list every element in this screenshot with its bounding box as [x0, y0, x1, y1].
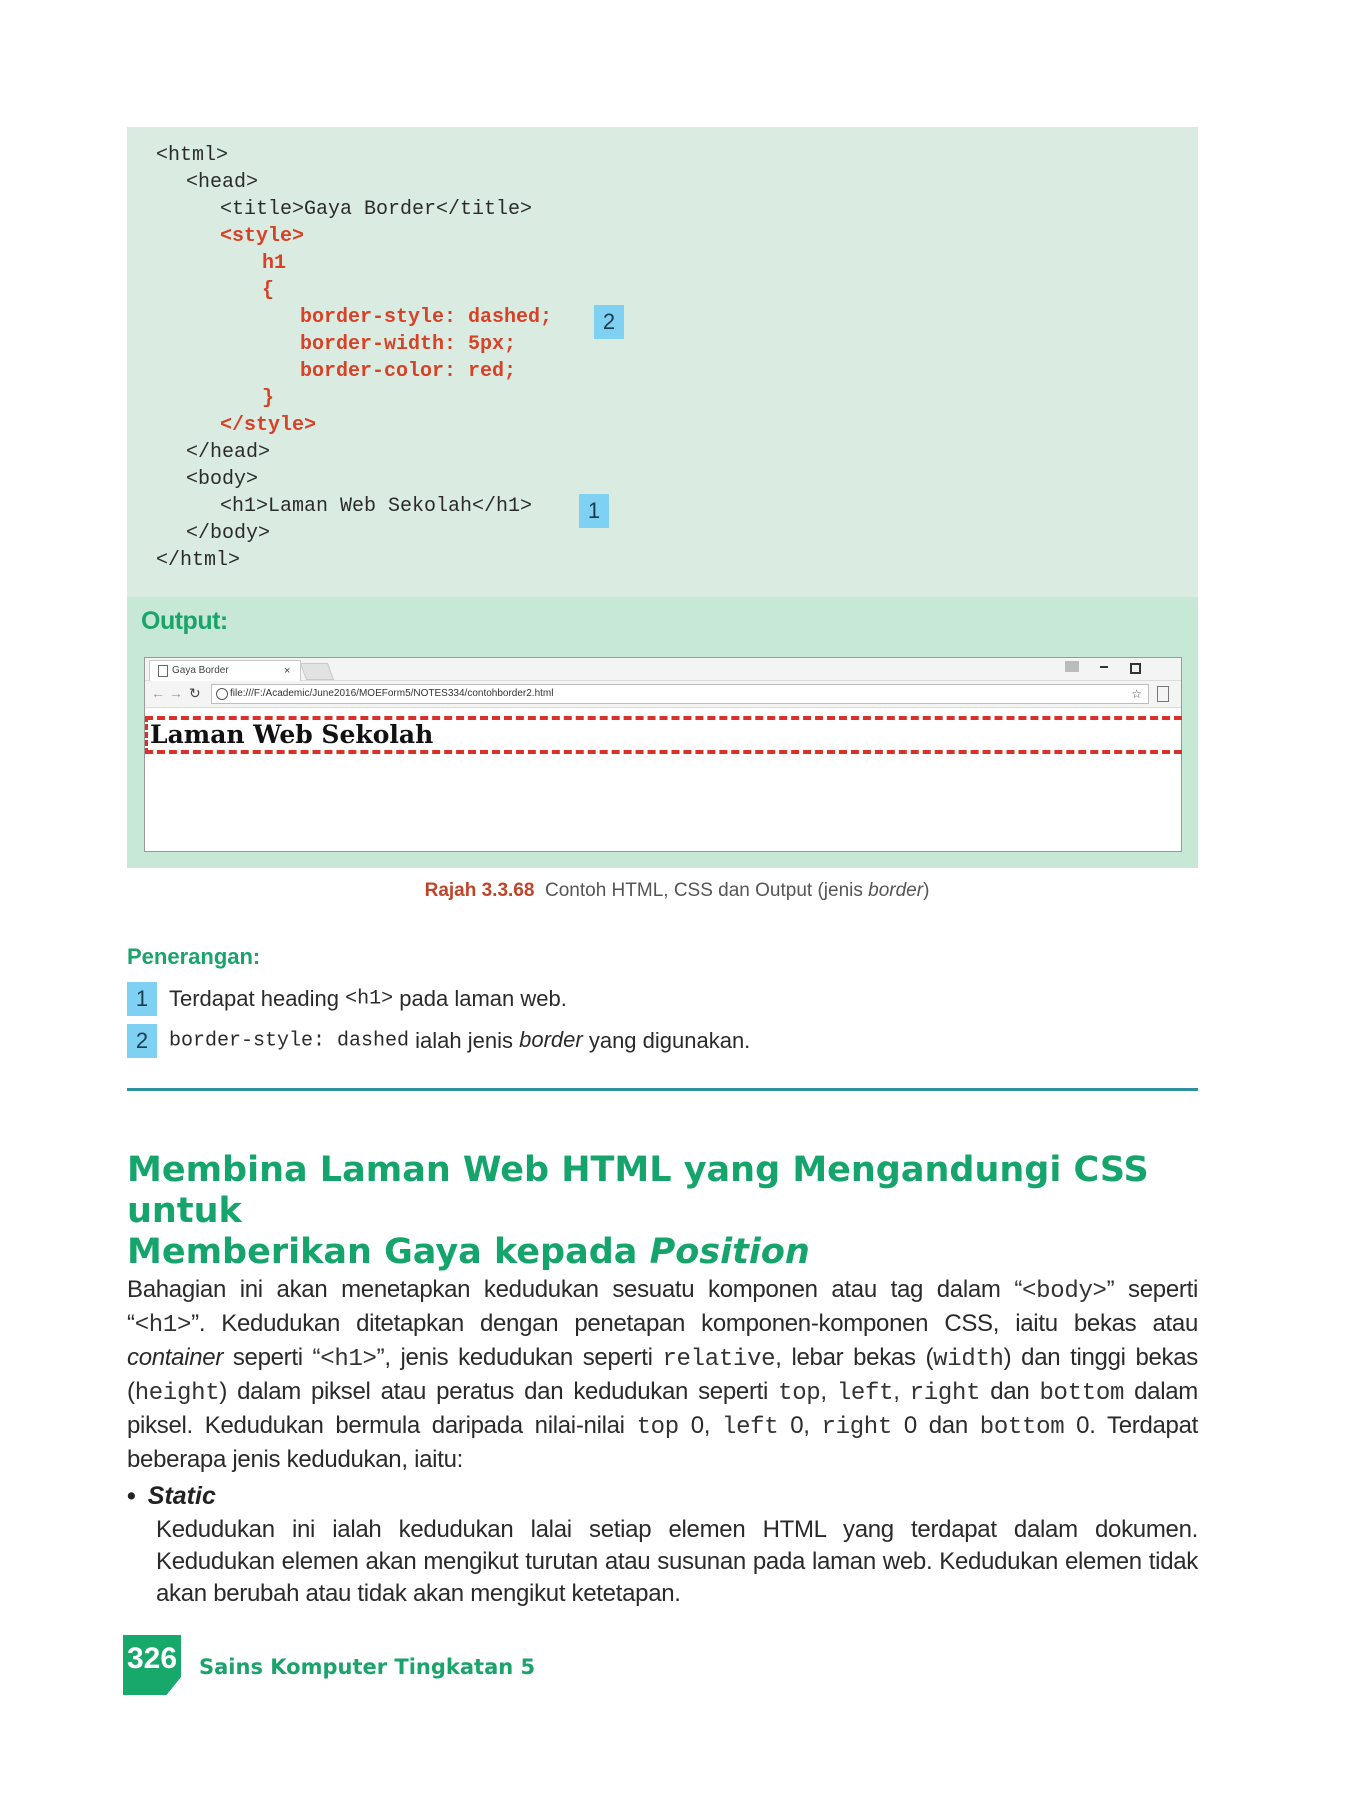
section-title [127, 1150, 1227, 1273]
back-icon[interactable]: ← [151, 685, 165, 701]
minimize-icon[interactable] [1100, 666, 1108, 668]
section-title-line2 [127, 1232, 1227, 1273]
intro-paragraph [127, 1274, 1198, 1476]
static-paragraph: Kedudukan ini ialah kedudukan lalai setiap elemen HTML yang terdapat dalam dokumen. Kedudukan elemen akan mengikut turutan atau susunan pada laman web. Kedudukan elemen tidak akan berubah atau tidak akan mengikut ketetapan. [156, 1516, 1198, 1607]
explanation-heading: Penerangan: [127, 944, 261, 969]
explanation-code: <h1> [345, 987, 394, 1011]
browser-address-bar [145, 681, 1181, 708]
code-line: <h1>Laman Web Sekolah</h1> [220, 495, 533, 518]
explanation-text: yang digunakan. [582, 1028, 751, 1053]
bullet-static [127, 1482, 216, 1511]
intro-text: 0, [678, 1412, 722, 1439]
code-line: <head> [186, 171, 259, 194]
intro-text: , [893, 1378, 910, 1405]
intro-text: ” seperti “ [127, 1276, 1198, 1337]
intro-code: bottom [979, 1414, 1065, 1441]
code-line: h1 [262, 252, 287, 275]
intro-code: bottom [1039, 1380, 1125, 1407]
intro-text: dan [980, 1378, 1040, 1405]
intro-text: , lebar bekas ( [775, 1344, 934, 1371]
browser-screenshot [144, 657, 1182, 852]
section-title-text: Memberikan Gaya kepada [127, 1232, 650, 1272]
explanation-em: border [519, 1026, 583, 1052]
intro-text: , [820, 1378, 837, 1405]
code-line: <html> [156, 144, 229, 167]
intro-code: left [836, 1380, 894, 1407]
intro-em: container [127, 1344, 224, 1371]
figure-number: Rajah 3.3.68 [424, 880, 535, 901]
code-line: </head> [186, 441, 271, 464]
page-number: 326 [127, 1642, 178, 1675]
explanation-item-1 [127, 982, 567, 1016]
window-restore-icon[interactable] [1065, 661, 1079, 672]
bullet-label: Static [147, 1482, 216, 1510]
intro-text: Bahagian ini akan menetapkan kedudukan sesuatu komponen atau tag dalam “ [127, 1276, 1023, 1303]
section-title-line1: Membina Laman Web HTML yang Mengandungi CSS untuk [127, 1150, 1149, 1231]
code-line: border-width: 5px; [300, 333, 517, 356]
intro-text: seperti “ [223, 1344, 321, 1371]
url-input[interactable] [211, 684, 1149, 704]
code-line: <title>Gaya Border</title> [220, 198, 533, 221]
tab-close-icon[interactable]: × [284, 665, 291, 677]
code-listing [127, 127, 1198, 597]
code-line: border-style: dashed; [300, 306, 553, 329]
caption-em: border [868, 880, 924, 901]
explanation-text: pada laman web. [393, 986, 567, 1011]
book-title: Sains Komputer Tingkatan 5 [199, 1655, 536, 1679]
forward-icon[interactable]: → [169, 685, 183, 701]
intro-text: ) dan tinggi bekas ( [127, 1344, 1198, 1405]
caption-text: Contoh HTML, CSS dan Output (jenis [545, 880, 869, 901]
url-text: file:///F:/Academic/June2016/MOEForm5/NOTES334/contohborder2.html [230, 688, 554, 699]
intro-code: relative [662, 1346, 776, 1373]
code-line: border-color: red; [300, 360, 517, 383]
code-line: <style> [220, 225, 305, 248]
intro-code: left [721, 1414, 779, 1441]
intro-text: 0. Terdapat beberapa jenis kedudukan, iaitu: [127, 1412, 1199, 1473]
code-line: </style> [220, 414, 317, 437]
browser-tab-bar [145, 658, 1181, 681]
intro-code: top [778, 1380, 821, 1407]
section-divider [127, 1088, 1198, 1091]
page-icon [158, 665, 168, 677]
code-line: </body> [186, 522, 271, 545]
rendered-h1: Laman Web Sekolah [145, 716, 1182, 754]
code-line: } [262, 387, 275, 410]
intro-code: height [134, 1380, 220, 1407]
explanation-code: border-style: dashed [169, 1029, 410, 1053]
callout-badge-2: 2 [594, 305, 624, 339]
explanation-badge-2: 2 [127, 1024, 157, 1058]
code-line: </html> [156, 549, 241, 572]
menu-icon[interactable] [1157, 686, 1169, 702]
new-tab-button[interactable] [300, 663, 334, 680]
bullet-dot: • [127, 1482, 136, 1510]
intro-text: 0, [778, 1412, 822, 1439]
explanation-text: ialah jenis [409, 1028, 520, 1053]
intro-code: <h1> [320, 1346, 377, 1373]
section-title-em: Position [649, 1232, 810, 1272]
intro-code: right [821, 1414, 892, 1441]
maximize-icon[interactable] [1130, 663, 1141, 674]
output-label: Output: [141, 607, 228, 635]
intro-code: width [933, 1346, 1004, 1373]
intro-text: 0 dan [892, 1412, 980, 1439]
intro-text: dalam piksel. Kedudukan bermula daripada nilai-nilai [127, 1378, 1198, 1439]
intro-text: ”, jenis kedudukan seperti [376, 1344, 663, 1371]
callout-badge-1: 1 [579, 494, 609, 528]
intro-code: <body> [1022, 1278, 1107, 1305]
bookmark-star-icon[interactable]: ☆ [1131, 687, 1142, 701]
browser-tab[interactable] [149, 660, 301, 681]
tab-title: Gaya Border [172, 665, 229, 676]
intro-text: ) dalam piksel atau peratus dan kedudukan seperti [219, 1378, 779, 1405]
code-line: { [262, 279, 275, 302]
intro-text: ”. Kedudukan ditetapkan dengan penetapan komponen-komponen CSS, iaitu bekas atau [191, 1310, 1198, 1337]
intro-code: top [636, 1414, 679, 1441]
intro-code: right [909, 1380, 981, 1407]
explanation-item-2 [127, 1024, 750, 1058]
reload-icon[interactable]: ↻ [189, 685, 201, 701]
intro-code: <h1> [134, 1312, 192, 1339]
caption-text-end: ) [923, 880, 930, 901]
info-icon [216, 688, 228, 700]
explanation-text: Terdapat heading [169, 986, 346, 1011]
figure-caption [0, 880, 1354, 902]
output-panel [127, 597, 1198, 868]
code-line: <body> [186, 468, 259, 491]
explanation-badge-1: 1 [127, 982, 157, 1016]
